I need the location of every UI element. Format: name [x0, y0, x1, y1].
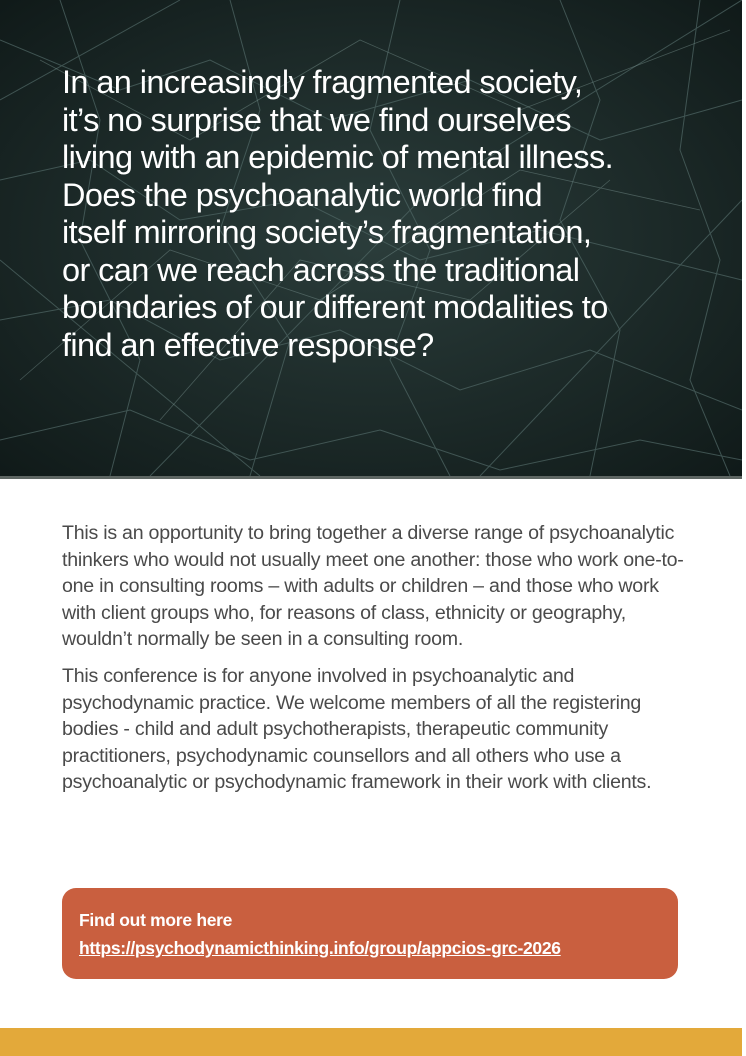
hero-line: boundaries of our different modalities to: [62, 289, 608, 325]
hero-banner: [0, 0, 742, 476]
cta-heading: Find out more here: [79, 910, 233, 930]
hero-line: living with an epidemic of mental illness.: [62, 139, 614, 175]
audience-paragraph: This conference is for anyone involved in psychoanalytic and psychodynamic practice. We welcome members of all the registering bodies - child and adult psychotherapists, therapeutic community practitioners, psychodynamic counsellors and all others who use a psychoanalytic or psychodynamic framework in their work with clients.: [62, 664, 652, 794]
conference-link[interactable]: https://psychodynamicthinking.info/group/appcios-grc-2026: [79, 938, 561, 958]
footer-band: [0, 1028, 742, 1056]
hero-line: itself mirroring society’s fragmentation,: [62, 214, 592, 250]
hero-line: Does the psychoanalytic world find: [62, 176, 543, 213]
body-copy: [62, 520, 692, 806]
hero-line: it’s no surprise that we find ourselves: [62, 101, 571, 138]
hero-divider: [0, 476, 742, 479]
hero-line: In an increasingly fragmented society,: [62, 64, 583, 100]
find-out-more-box: [62, 888, 678, 979]
intro-paragraph: This is an opportunity to bring together a diverse range of psychoanalytic thinkers who would not usually meet one another: those who work one-to-one in consulting rooms – with adults or children – and those who work with client groups who, for reasons of class, ethnicity or geography, wouldn’t normally be seen in a consulting room.: [62, 522, 684, 651]
hero-headline: [62, 64, 722, 364]
hero-line: find an effective response?: [62, 326, 434, 363]
hero-line: or can we reach across the traditional: [62, 251, 580, 288]
